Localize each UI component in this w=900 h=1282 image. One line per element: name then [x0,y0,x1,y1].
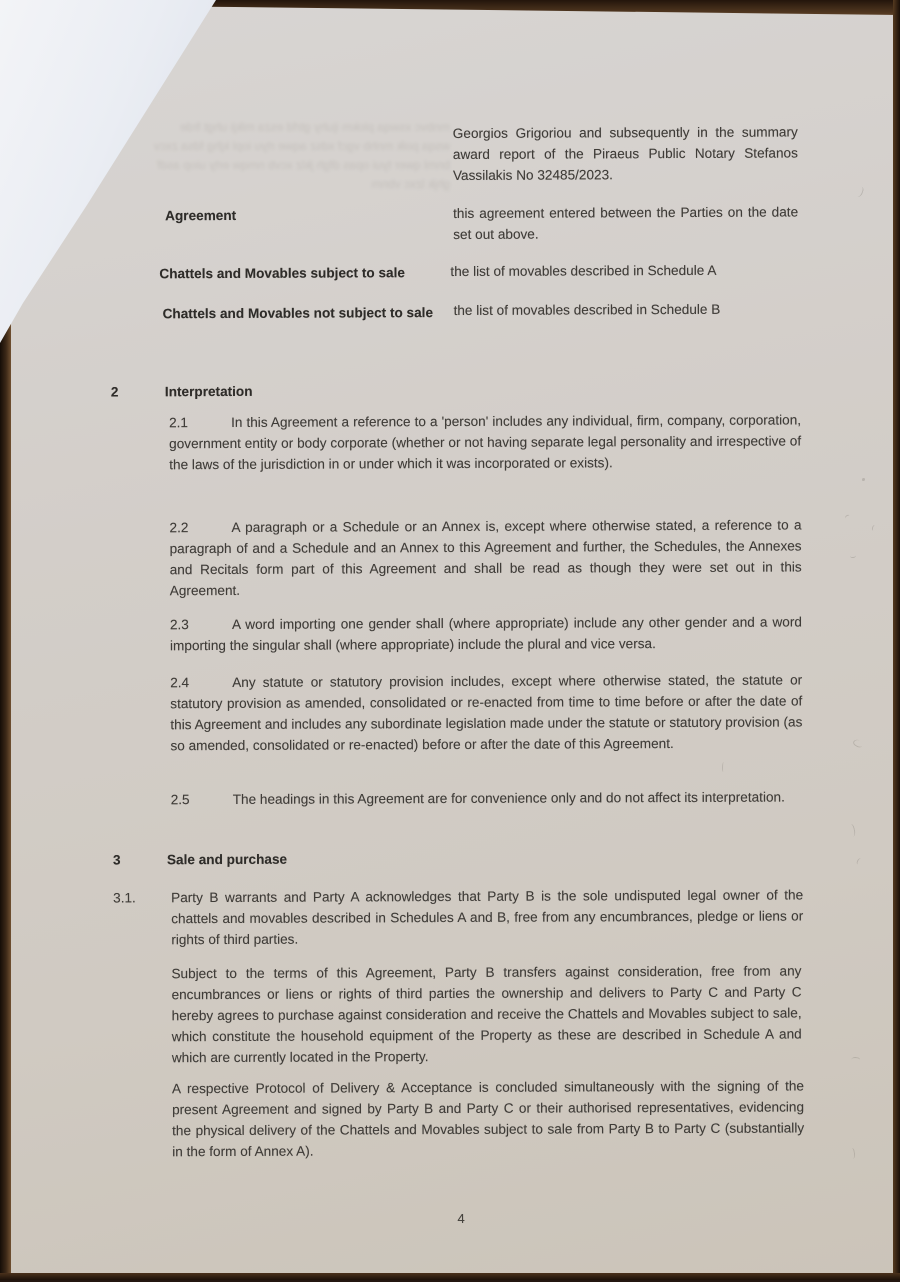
clause-number: 2.3 [169,617,189,633]
clause-number: 2.4 [170,675,190,691]
section-title: Interpretation [164,383,253,400]
clause-text: Subject to the terms of this Agreement, Party B transfers against consideration, free from any encumbrances or liens or rights of third parties the ownership and delivers to Party C and Party C hereby agrees to purchase against consideration and receive the Chattels and Movables subject to sale, which constitute the household equipment of the Property as these are described in Schedule A and which are currently located in the Property. [171,963,802,1066]
section-number: 3 [112,852,121,868]
clause [170,611,802,656]
clause-number: 2.1 [169,415,188,431]
page-edge-right [893,0,900,1280]
clause [170,669,802,756]
clause-number: 2.2 [169,520,189,536]
clause-number: 2.5 [170,792,190,808]
clause-text: A paragraph or a Schedule or an Annex is, except where otherwise stated, a reference to a paragraph of and a Schedule and an Annex to this Agreement and further, the Schedules, the Annexes and Recitals form part of this Agreement and shall be read as though they were set out in this Agreement. [169,517,802,599]
definition-text: the list of movables described in Schedule A [450,262,717,279]
section-number: 2 [110,384,119,400]
definition-term: Chattels and Movables not subject to sale [162,305,434,322]
clause-text: A word importing one gender shall (where appropriate) include any other gender and a word importing the singular shall (where appropriate) include the plural and vice versa. [169,614,802,654]
definition-term: Agreement [165,207,237,224]
reverse-side-bleed-through: mnbvc xswqa plokm ijuhy gtrfd esza mlkji uhgt frde wsqa polk mnhb vgcf xdsz aqwe rtyu iopl kjhg fdsa zxcv bnml qwer tyui opas dfgh jklz xcvb nmqw erty uiop asdf ghjk lzxc vbnm [153,120,450,191]
clause-text: In this Agreement a reference to a 'person' includes any individual, firm, company, corporation, government entity or body corporate (whether or not having separate legal personality and irrespective of the laws of the jurisdiction in or under which it was incorporated or exists). [169,412,802,473]
clause-text: A respective Protocol of Delivery & Acceptance is concluded simultaneously with the signing of the present Agreement and signed by Party B and Party C or their authorised representatives, evidencing the physical delivery of the Chattels and Movables subject to sale from Party B to Party C (substantially in the form of Annex A). [171,1078,805,1160]
clause-text: Party B warrants and Party A acknowledges that Party B is the sole undisputed legal owner of the chattels and movables described in Schedules A and B, free from any encumbrances, pledge or liens or rights of third parties. [171,887,804,948]
page-edge-bottom [0,1273,900,1280]
clause-number: 3.1. [113,890,136,906]
clause [171,786,803,810]
definition-text: this agreement entered between the Parties on the date set out above. [453,204,799,242]
clause-text: The headings in this Agreement are for convenience only and do not affect its interpretation. [232,789,785,807]
definition-text-continuation: Georgios Grigoriou and subsequently in the summary award report of the Piraeus Public Notary Stefanos Vassilakis No 32485/2023. [452,124,798,183]
definition-term: Chattels and Movables subject to sale [159,265,405,282]
page-number: 4 [457,1210,465,1226]
clause [169,409,801,475]
clause-text: Any statute or statutory provision includes, except where otherwise stated, the statute or statutory provision as amended, consolidated or re-enacted from time to time before or after the date of this Agreement and includes any subordinate legislation made under the statute or statutory provision (as so amended, consolidated or re-enacted) before or after the date of this Agreement. [170,672,803,754]
clause [169,514,801,601]
section-title: Sale and purchase [166,851,288,868]
definition-text: the list of movables described in Schedule B [453,301,721,318]
